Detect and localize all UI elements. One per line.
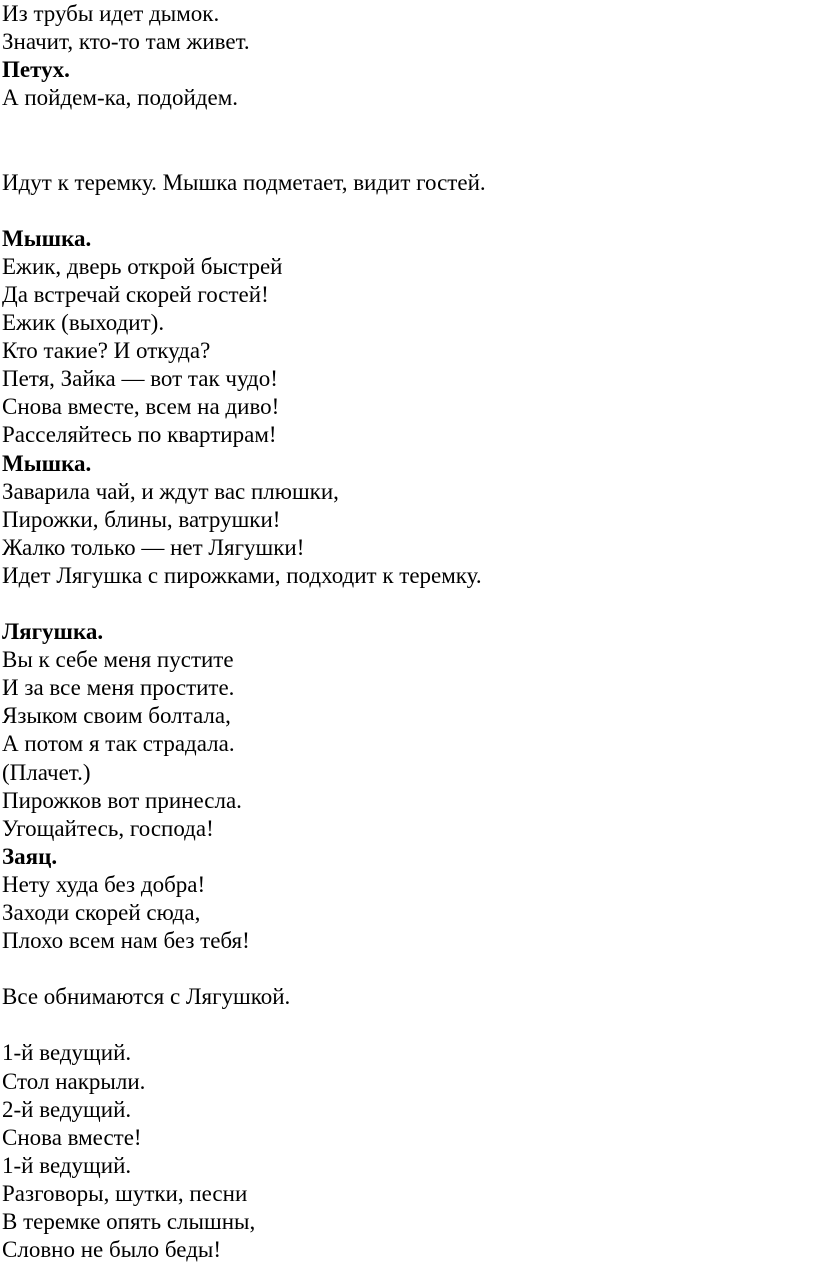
text-line: Из трубы идет дымок. <box>2 1 220 26</box>
text-line: Нету худа без добра! <box>2 871 206 897</box>
text-line: Заходи скорей сюда, <box>2 900 201 925</box>
text-line: 1-й ведущий. <box>2 1152 132 1178</box>
text-line: Пирожки, блины, ватрушки! <box>2 506 281 532</box>
text-line: 2-й ведущий. <box>2 1096 132 1122</box>
speaker-name: Заяц. <box>2 843 58 869</box>
text-line: Да встречай скорей гостей! <box>2 281 269 307</box>
text-line: Кто такие? И откуда? <box>2 338 211 364</box>
document-page <box>2 0 812 1264</box>
text-line: Разговоры, шутки, песни <box>2 1180 248 1206</box>
text-line: Значит, кто-то там живет. <box>2 29 250 55</box>
blank-line <box>2 955 812 983</box>
speaker-name: Мышка. <box>2 225 92 251</box>
text-line: Пирожков вот принесла. <box>2 787 242 813</box>
text-line: 1-й ведущий. <box>2 1040 132 1066</box>
text-line: Плохо всем нам без тебя! <box>2 928 250 954</box>
text-line: Петя, Зайка — вот так чудо! <box>2 366 278 392</box>
blank-line <box>2 590 812 618</box>
speaker-name: Петух. <box>2 57 70 83</box>
text-line: Расселяйтесь по квартирам! <box>2 422 277 448</box>
text-line: Заварила чай, и ждут вас плюшки, <box>2 478 339 504</box>
text-line: Снова вместе, всем на диво! <box>2 394 280 420</box>
speaker-name: Лягушка. <box>2 619 104 645</box>
text-line: Идут к теремку. Мышка подметает, видит гостей. <box>2 169 486 195</box>
blank-line <box>2 112 812 140</box>
blank-line <box>2 1011 812 1039</box>
text-line: А потом я так страдала. <box>2 731 235 757</box>
text-line: (Плачет.) <box>2 759 91 785</box>
text-line: Ежик (выходит). <box>2 310 165 336</box>
text-line: И за все меня простите. <box>2 675 235 701</box>
text-line: Языком своим болтала, <box>2 703 231 729</box>
text-line: Идет Лягушка с пирожками, подходит к теремку. <box>2 562 482 588</box>
speaker-name: Мышка. <box>2 450 92 476</box>
text-line: Угощайтесь, господа! <box>2 815 214 841</box>
text-line: Ежик, дверь открой быстрей <box>2 253 283 279</box>
text-line: Словно не было беды! <box>2 1237 222 1263</box>
text-line: А пойдем-ка, подойдем. <box>2 85 239 111</box>
text-line: Все обнимаются с Лягушкой. <box>2 984 291 1010</box>
text-line: Снова вместе! <box>2 1124 142 1150</box>
blank-line <box>2 197 812 225</box>
text-line: Вы к себе меня пустите <box>2 647 234 673</box>
text-line: В теремке опять слышны, <box>2 1209 256 1235</box>
text-line: Стол накрыли. <box>2 1068 146 1094</box>
blank-line <box>2 140 812 168</box>
text-line: Жалко только — нет Лягушки! <box>2 534 305 560</box>
